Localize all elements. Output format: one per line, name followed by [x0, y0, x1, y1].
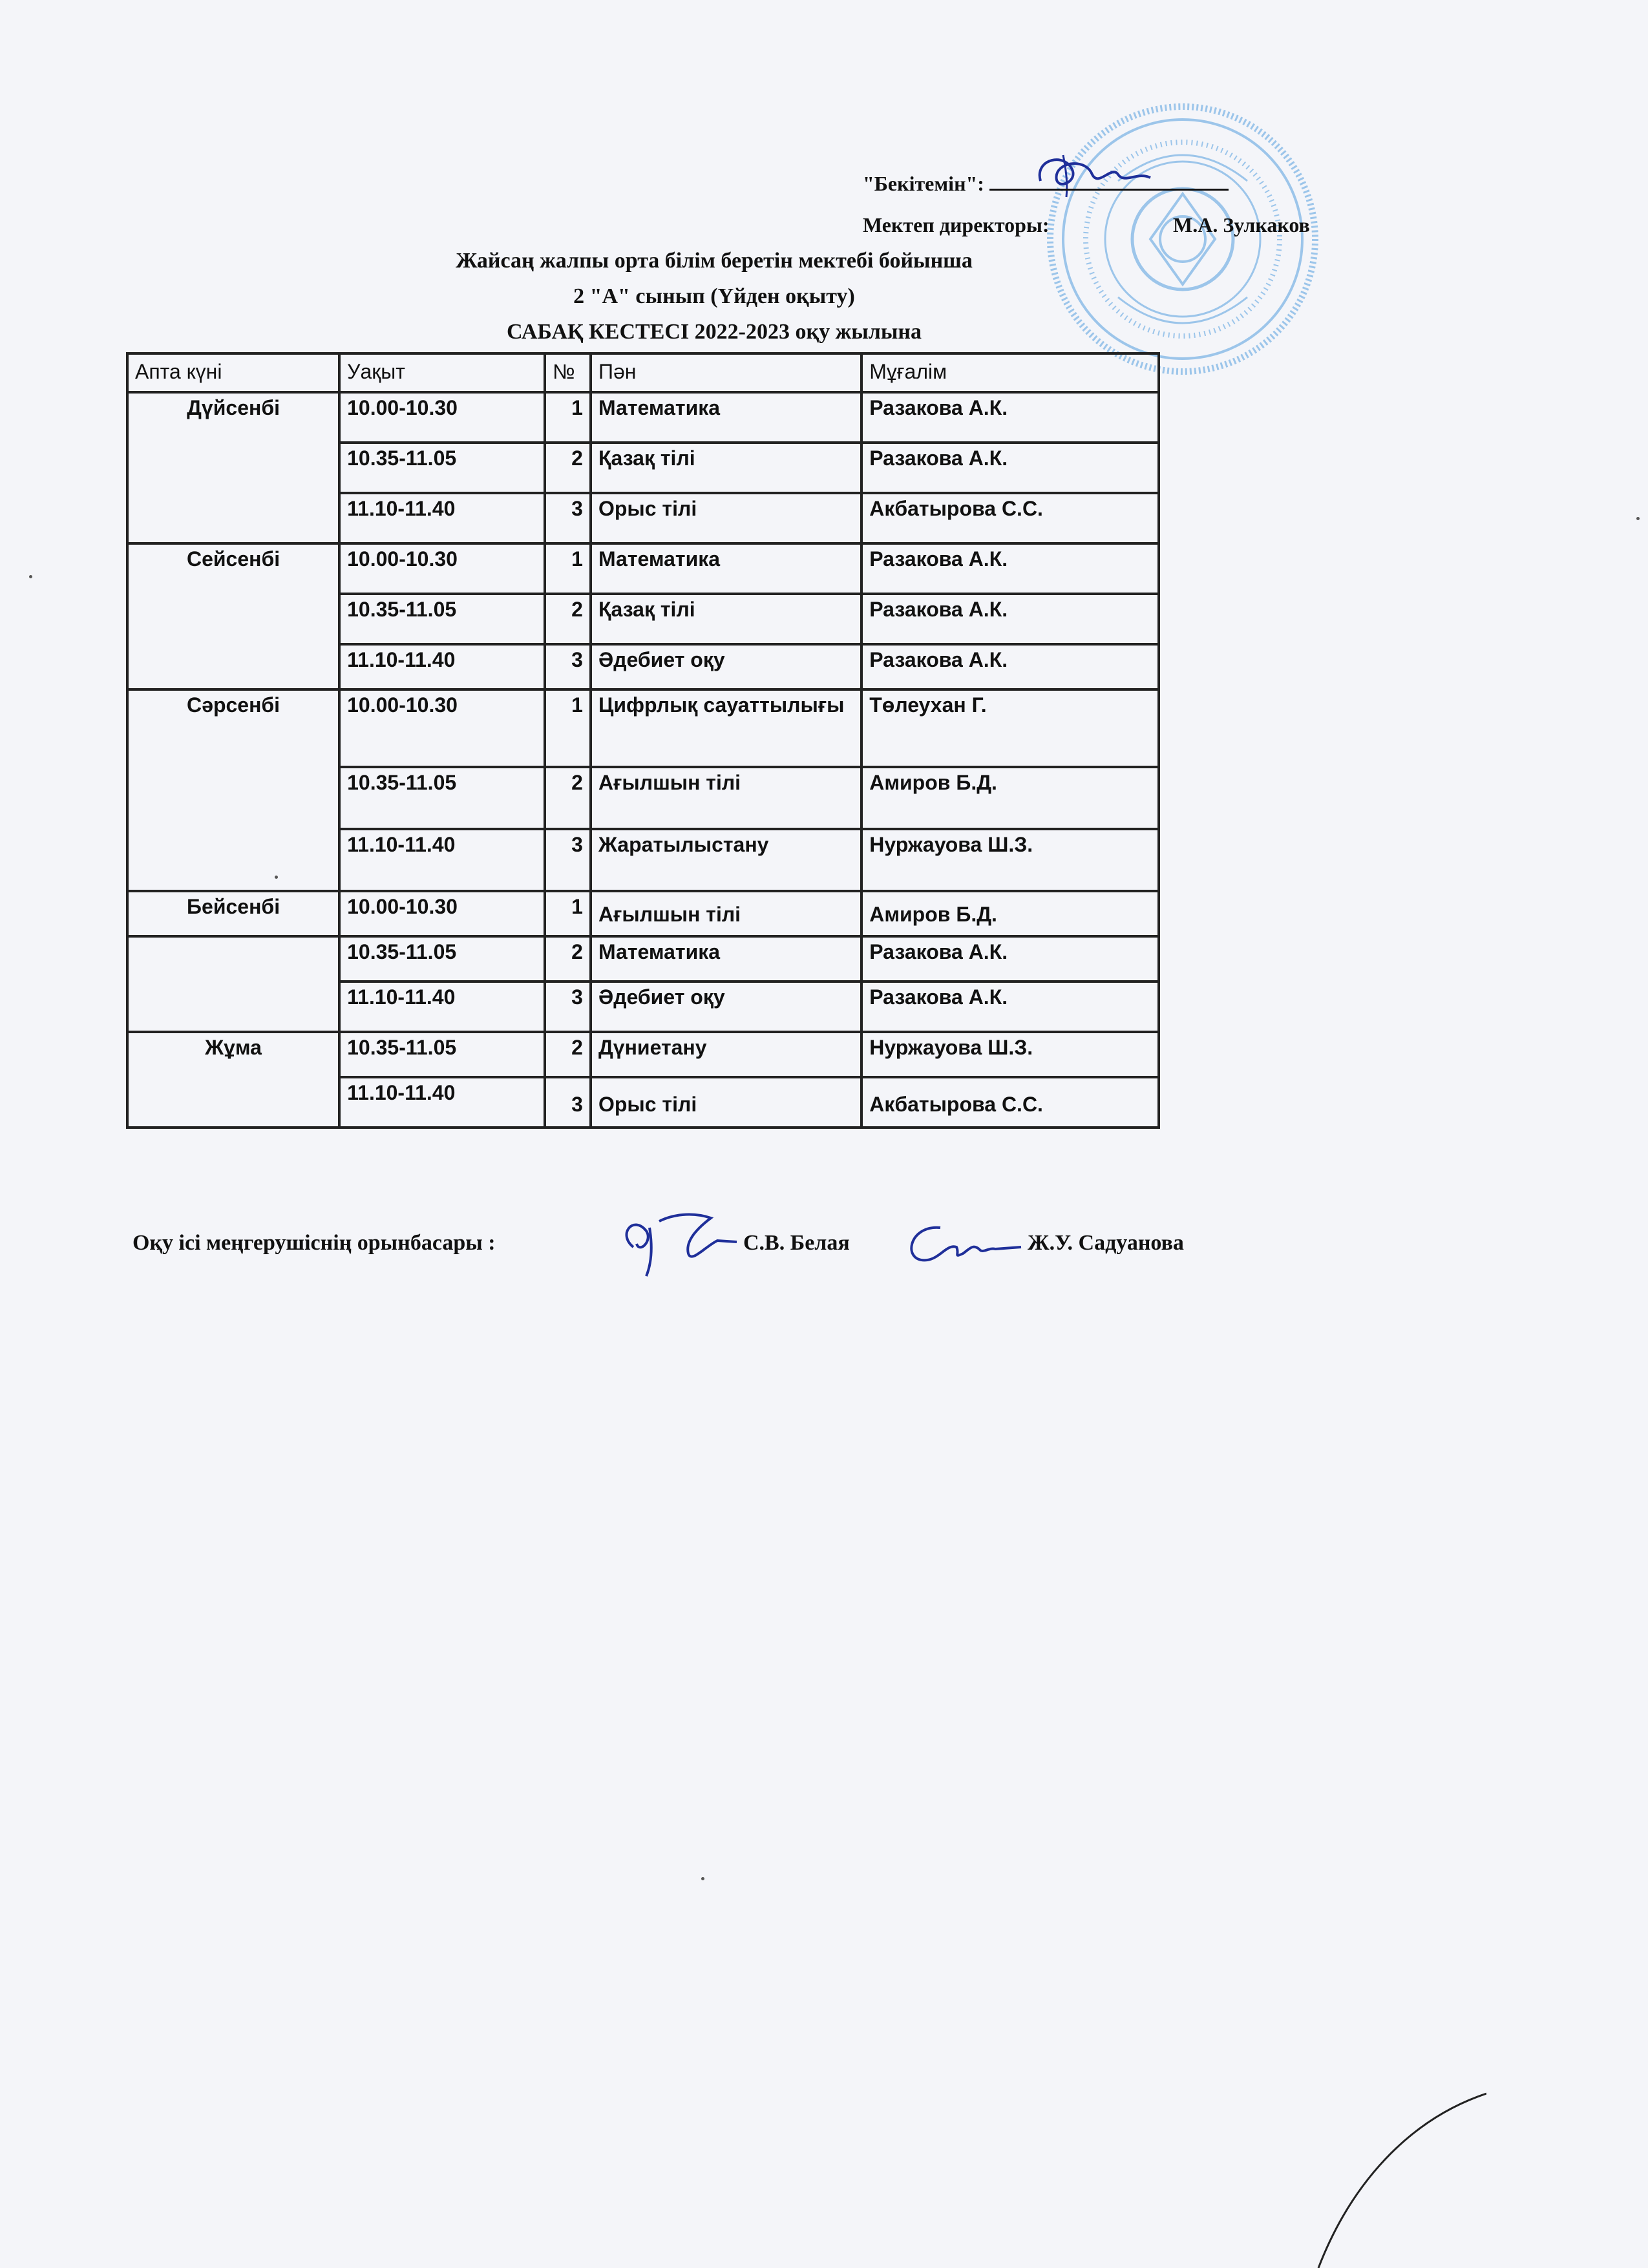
num-cell: 3 [545, 829, 591, 891]
table-row [127, 891, 1159, 936]
speck [701, 1877, 704, 1880]
title-schedule: САБАҚ КЕСТЕСІ 2022-2023 оқу жылына [507, 320, 922, 344]
table-row [127, 936, 1159, 982]
teacher-cell: Төлеухан Г. [861, 689, 1159, 767]
teacher-cell: Разакова А.К. [861, 543, 1159, 594]
subject-cell: Дүниетану [591, 1032, 861, 1077]
director-role: Мектеп директоры: [863, 213, 1050, 236]
num-cell: 1 [545, 689, 591, 767]
deputy1-name: С.В. Белая [743, 1231, 850, 1255]
day-cell: Жұма [127, 1032, 339, 1128]
teacher-cell: Амиров Б.Д. [861, 767, 1159, 829]
subject-cell: Әдебиет оқу [591, 982, 861, 1032]
day-cell: Сейсенбі [127, 543, 339, 689]
time-cell: 10.00-10.30 [339, 891, 545, 936]
time-cell: 10.35-11.05 [339, 594, 545, 644]
teacher-cell: Нуржауова Ш.З. [861, 829, 1159, 891]
header-teacher: Мұғалім [861, 353, 1159, 392]
header-time: Уақыт [339, 353, 545, 392]
deputy1-signature-icon [614, 1202, 743, 1279]
teacher-cell: Разакова А.К. [861, 443, 1159, 493]
approval-label: "Бекітемін": [863, 169, 1229, 196]
day-cell: Сәрсенбі [127, 689, 339, 891]
num-cell: 1 [545, 891, 591, 936]
num-cell: 1 [545, 392, 591, 443]
schedule-table [126, 352, 1160, 1129]
table-header-row [127, 353, 1159, 392]
time-cell: 10.35-11.05 [339, 936, 545, 982]
subject-cell: Математика [591, 543, 861, 594]
speck [1636, 517, 1640, 520]
day-cell [127, 936, 339, 1032]
teacher-cell: Акбатырова С.С. [861, 493, 1159, 543]
deputy2-signature-icon [895, 1218, 1024, 1270]
title-school: Жайсаң жалпы орта білім беретін мектебі бойынша [456, 249, 973, 273]
teacher-cell: Разакова А.К. [861, 594, 1159, 644]
num-cell: 2 [545, 1032, 591, 1077]
num-cell: 3 [545, 1077, 591, 1128]
title-class: 2 "А" сынып (Үйден оқыту) [573, 284, 855, 308]
table-row [127, 1032, 1159, 1077]
subject-cell: Қазақ тілі [591, 443, 861, 493]
time-cell: 10.00-10.30 [339, 689, 545, 767]
num-cell: 1 [545, 543, 591, 594]
time-cell: 11.10-11.40 [339, 829, 545, 891]
time-cell: 11.10-11.40 [339, 644, 545, 689]
speck [29, 575, 32, 578]
table-row [127, 543, 1159, 594]
subject-cell: Жаратылыстану [591, 829, 861, 891]
teacher-cell: Разакова А.К. [861, 392, 1159, 443]
header-num: № [545, 353, 591, 392]
num-cell: 2 [545, 936, 591, 982]
num-cell: 2 [545, 594, 591, 644]
num-cell: 2 [545, 767, 591, 829]
teacher-cell: Нуржауова Ш.З. [861, 1032, 1159, 1077]
subject-cell: Орыс тілі [591, 493, 861, 543]
time-cell: 10.00-10.30 [339, 543, 545, 594]
time-cell: 10.35-11.05 [339, 443, 545, 493]
teacher-cell: Амиров Б.Д. [861, 891, 1159, 936]
time-cell: 11.10-11.40 [339, 493, 545, 543]
header-day: Апта күні [127, 353, 339, 392]
deputy2-name: Ж.У. Садуанова [1028, 1231, 1184, 1255]
teacher-cell: Разакова А.К. [861, 936, 1159, 982]
day-cell: Бейсенбі [127, 891, 339, 936]
day-cell: Дүйсенбі [127, 392, 339, 543]
num-cell: 2 [545, 443, 591, 493]
table-row [127, 392, 1159, 443]
subject-cell: Математика [591, 936, 861, 982]
teacher-cell: Акбатырова С.С. [861, 1077, 1159, 1128]
table-row [127, 689, 1159, 767]
speck [275, 876, 278, 879]
subject-cell: Цифрлық сауаттылығы [591, 689, 861, 767]
num-cell: 3 [545, 982, 591, 1032]
teacher-cell: Разакова А.К. [861, 644, 1159, 689]
time-cell: 11.10-11.40 [339, 982, 545, 1032]
num-cell: 3 [545, 644, 591, 689]
time-cell: 10.00-10.30 [339, 392, 545, 443]
num-cell: 3 [545, 493, 591, 543]
subject-cell: Математика [591, 392, 861, 443]
time-cell: 11.10-11.40 [339, 1077, 545, 1128]
subject-cell: Ағылшын тілі [591, 891, 861, 936]
teacher-cell: Разакова А.К. [861, 982, 1159, 1032]
subject-cell: Қазақ тілі [591, 594, 861, 644]
header-subject: Пән [591, 353, 861, 392]
director-name: М.А. Зулкаков [1173, 213, 1310, 236]
time-cell: 10.35-11.05 [339, 1032, 545, 1077]
time-cell: 10.35-11.05 [339, 767, 545, 829]
deputy-label: Оқу ісі меңгерушіснің орынбасары : [132, 1231, 496, 1255]
subject-cell: Ағылшын тілі [591, 767, 861, 829]
page-curl-icon [1280, 2081, 1486, 2268]
subject-cell: Орыс тілі [591, 1077, 861, 1128]
subject-cell: Әдебиет оқу [591, 644, 861, 689]
